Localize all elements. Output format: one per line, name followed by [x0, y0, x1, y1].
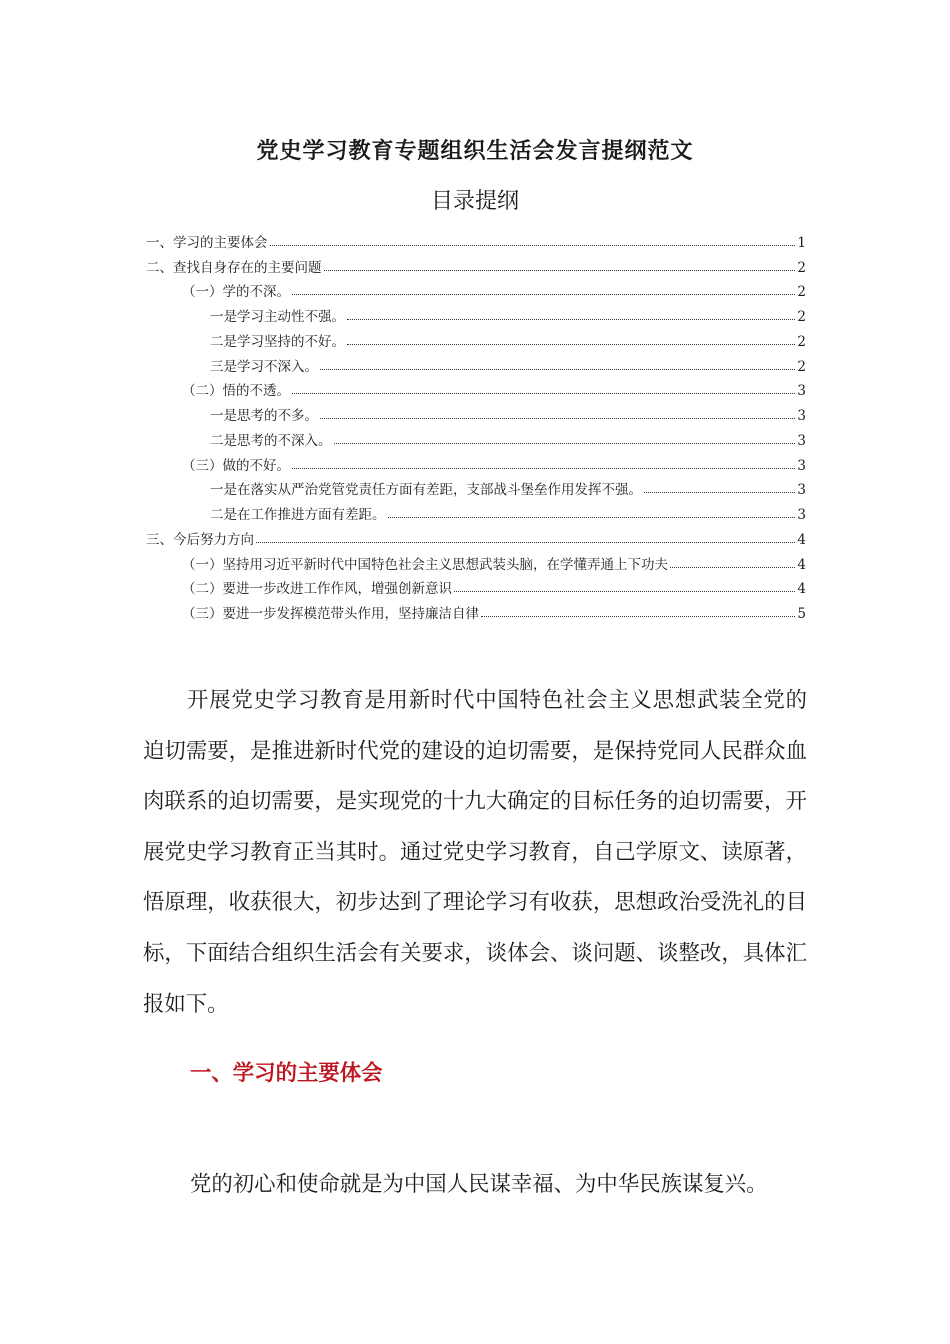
- toc-entry[interactable]: [146, 449, 806, 474]
- toc-heading: 目录提纲: [430, 189, 519, 214]
- toc-entry-label: 二是思考的不深入。: [210, 432, 332, 449]
- toc-leader-dots: [292, 392, 795, 394]
- toc-leader-dots: [347, 318, 795, 320]
- toc-leader-dots: [644, 491, 795, 493]
- toc-entry[interactable]: [146, 573, 806, 598]
- toc-entry-label: 一、学习的主要体会: [146, 234, 268, 251]
- toc-leader-dots: [320, 417, 795, 419]
- section-heading-1: 一、学习的主要体会: [190, 1061, 383, 1086]
- toc-leader-dots: [256, 541, 795, 543]
- toc-leader-dots: [347, 343, 795, 345]
- toc-entry-page: 1: [797, 234, 806, 251]
- toc-entry[interactable]: [146, 325, 806, 350]
- toc-entry[interactable]: [146, 375, 806, 400]
- toc-leader-dots: [334, 442, 796, 444]
- toc-entry-label: 三是学习不深入。: [210, 358, 318, 375]
- toc-entry[interactable]: [146, 226, 806, 251]
- toc-entry[interactable]: [146, 399, 806, 424]
- toc-entry-page: 2: [797, 259, 806, 276]
- toc-leader-dots: [670, 566, 795, 568]
- toc-entry[interactable]: [146, 251, 806, 276]
- toc-entry[interactable]: [146, 523, 806, 548]
- toc-entry[interactable]: [146, 300, 806, 325]
- toc-entry-page: 3: [797, 383, 806, 400]
- toc-entry-label: （二）要进一步改进工作作风，增强创新意识: [182, 581, 452, 598]
- toc-entry-label: 一是在落实从严治党管党责任方面有差距，支部战斗堡垒作用发挥不强。: [210, 482, 642, 499]
- toc-entry[interactable]: [146, 597, 806, 622]
- toc-entry[interactable]: [146, 474, 806, 499]
- toc-leader-dots: [292, 293, 795, 295]
- intro-paragraph: 开展党史学习教育是用新时代中国特色社会主义思想武装全党的迫切需要，是推进新时代党的建设的迫切需要，是保持党同人民群众血肉联系的迫切需要，是实现党的十九大确定的目标任务的迫切需要，开展党史学习教育正当其时。通过党史学习教育，自己学原文、读原著，悟原理，收获很大，初步达到了理论学习有收获，思想政治受洗礼的目标，下面结合组织生活会有关要求，谈体会、谈问题、谈整改，具体汇报如下。: [143, 688, 807, 1017]
- toc-entry[interactable]: [146, 276, 806, 301]
- toc-entry-page: 4: [797, 581, 806, 598]
- toc-entry-label: 一是学习主动性不强。: [210, 309, 345, 325]
- toc-entry[interactable]: [146, 498, 806, 523]
- toc-leader-dots: [324, 269, 796, 271]
- toc-entry-page: 2: [797, 358, 806, 375]
- toc-entry-page: 3: [797, 482, 806, 499]
- toc-entry[interactable]: [146, 424, 806, 449]
- toc-entry-label: 二、查找自身存在的主要问题: [146, 259, 322, 276]
- toc-entry-label: （三）做的不好。: [182, 457, 290, 474]
- toc-leader-dots: [481, 615, 795, 617]
- toc-entry-label: （二）悟的不透。: [182, 383, 290, 400]
- toc-leader-dots: [388, 516, 796, 518]
- toc-entry-label: 一是思考的不多。: [210, 408, 318, 424]
- toc-entry-label: （一）坚持用习近平新时代中国特色社会主义思想武装头脑，在学懂弄通上下功夫: [182, 556, 668, 573]
- toc-leader-dots: [320, 368, 795, 370]
- document-title: 党史学习教育专题组织生活会发言提纲范文: [256, 139, 694, 164]
- toc-leader-dots: [270, 244, 796, 246]
- toc-entry-label: （三）要进一步发挥模范带头作用，坚持廉洁自律: [182, 606, 479, 622]
- toc-entry-label: （一）学的不深。: [182, 284, 290, 301]
- toc-entry-page: 2: [797, 284, 806, 301]
- toc-entry-page: 2: [797, 333, 806, 350]
- toc-entry-page: 2: [797, 309, 806, 325]
- toc-entry-page: 5: [797, 606, 806, 622]
- toc-entry[interactable]: [146, 350, 806, 375]
- toc-entry-label: 三、今后努力方向: [146, 531, 254, 548]
- toc-entry-label: 二是学习坚持的不好。: [210, 333, 345, 350]
- section1-paragraph: 党的初心和使命就是为中国人民谋幸福、为中华民族谋复兴。: [190, 1172, 768, 1197]
- toc-leader-dots: [454, 590, 795, 592]
- toc-entry-page: 4: [797, 556, 806, 573]
- table-of-contents: [146, 226, 806, 622]
- toc-entry-page: 3: [797, 408, 806, 424]
- toc-entry-page: 3: [797, 432, 806, 449]
- toc-entry-page: 3: [797, 507, 806, 523]
- toc-entry-label: 二是在工作推进方面有差距。: [210, 507, 386, 523]
- toc-entry-page: 4: [797, 531, 806, 548]
- toc-entry-page: 3: [797, 457, 806, 474]
- toc-leader-dots: [292, 467, 795, 469]
- toc-entry[interactable]: [146, 548, 806, 573]
